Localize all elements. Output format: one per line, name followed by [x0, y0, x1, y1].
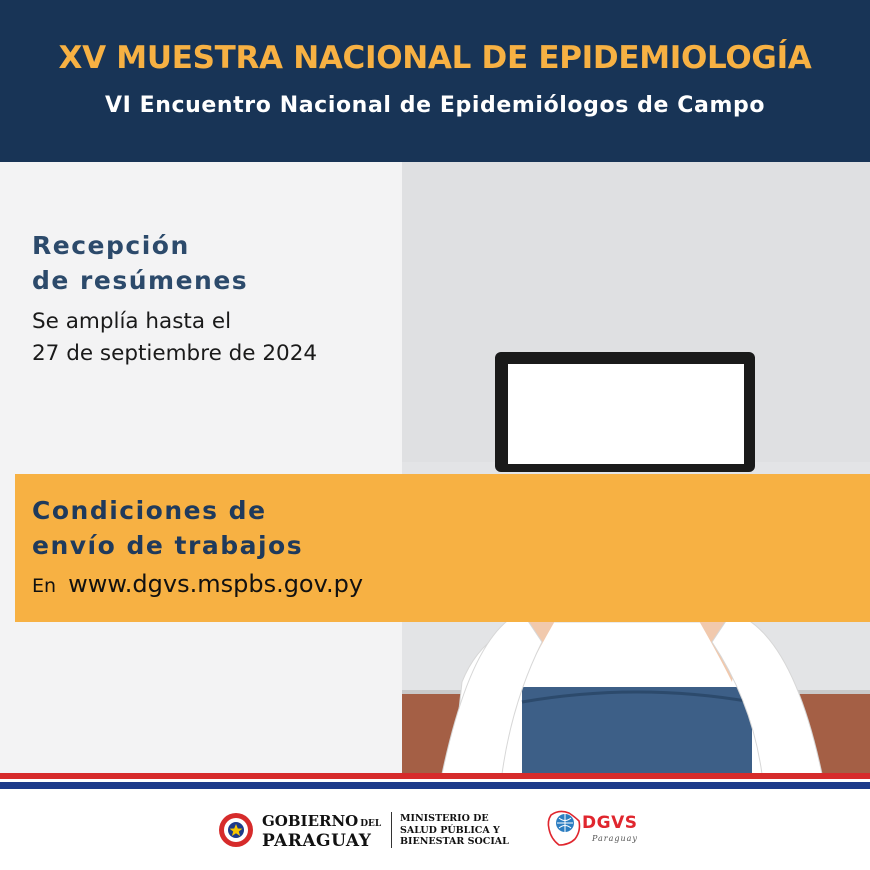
reception-heading	[32, 228, 248, 298]
event-subtitle: VI Encuentro Nacional de Epidemiólogos de Campo	[104, 93, 766, 118]
ministry-line-2: SALUD PÚBLICA Y	[400, 824, 500, 836]
url-prefix: En	[32, 575, 57, 597]
event-title: XV MUESTRA NACIONAL DE EPIDEMIOLOGÍA	[58, 40, 812, 76]
ministry-name	[400, 813, 509, 848]
deadline-line-1: Se amplía hasta el	[32, 309, 232, 334]
logo-divider	[391, 812, 392, 848]
conditions-url-line	[32, 570, 363, 598]
reception-line-1: Recepción	[32, 231, 190, 260]
gov-line-1: GOBIERNO	[262, 812, 359, 830]
deadline-line-2: 27 de septiembre de 2024	[32, 341, 318, 366]
conditions-heading	[32, 493, 303, 563]
government-seal-icon	[218, 812, 254, 848]
header-banner	[0, 0, 870, 162]
gov-line-2: PARAGUAY	[262, 831, 372, 851]
conditions-line-2: envío de trabajos	[32, 531, 304, 560]
website-link[interactable]: www.dgvs.mspbs.gov.py	[68, 570, 364, 598]
gov-del: DEL	[360, 819, 382, 829]
dgvs-logo-text: DGVS	[582, 813, 638, 833]
flag-stripe-blue	[0, 782, 870, 789]
dgvs-logo-subtext: Paraguay	[592, 834, 638, 843]
conditions-line-1: Condiciones de	[32, 496, 267, 525]
reception-line-2: de resúmenes	[32, 266, 249, 295]
government-logo-text	[262, 813, 381, 850]
laptop-photo	[402, 162, 870, 774]
deadline-text	[32, 306, 317, 370]
ministry-line-3: BIENESTAR SOCIAL	[400, 836, 509, 847]
ministry-line-1: MINISTERIO DE	[400, 813, 489, 824]
